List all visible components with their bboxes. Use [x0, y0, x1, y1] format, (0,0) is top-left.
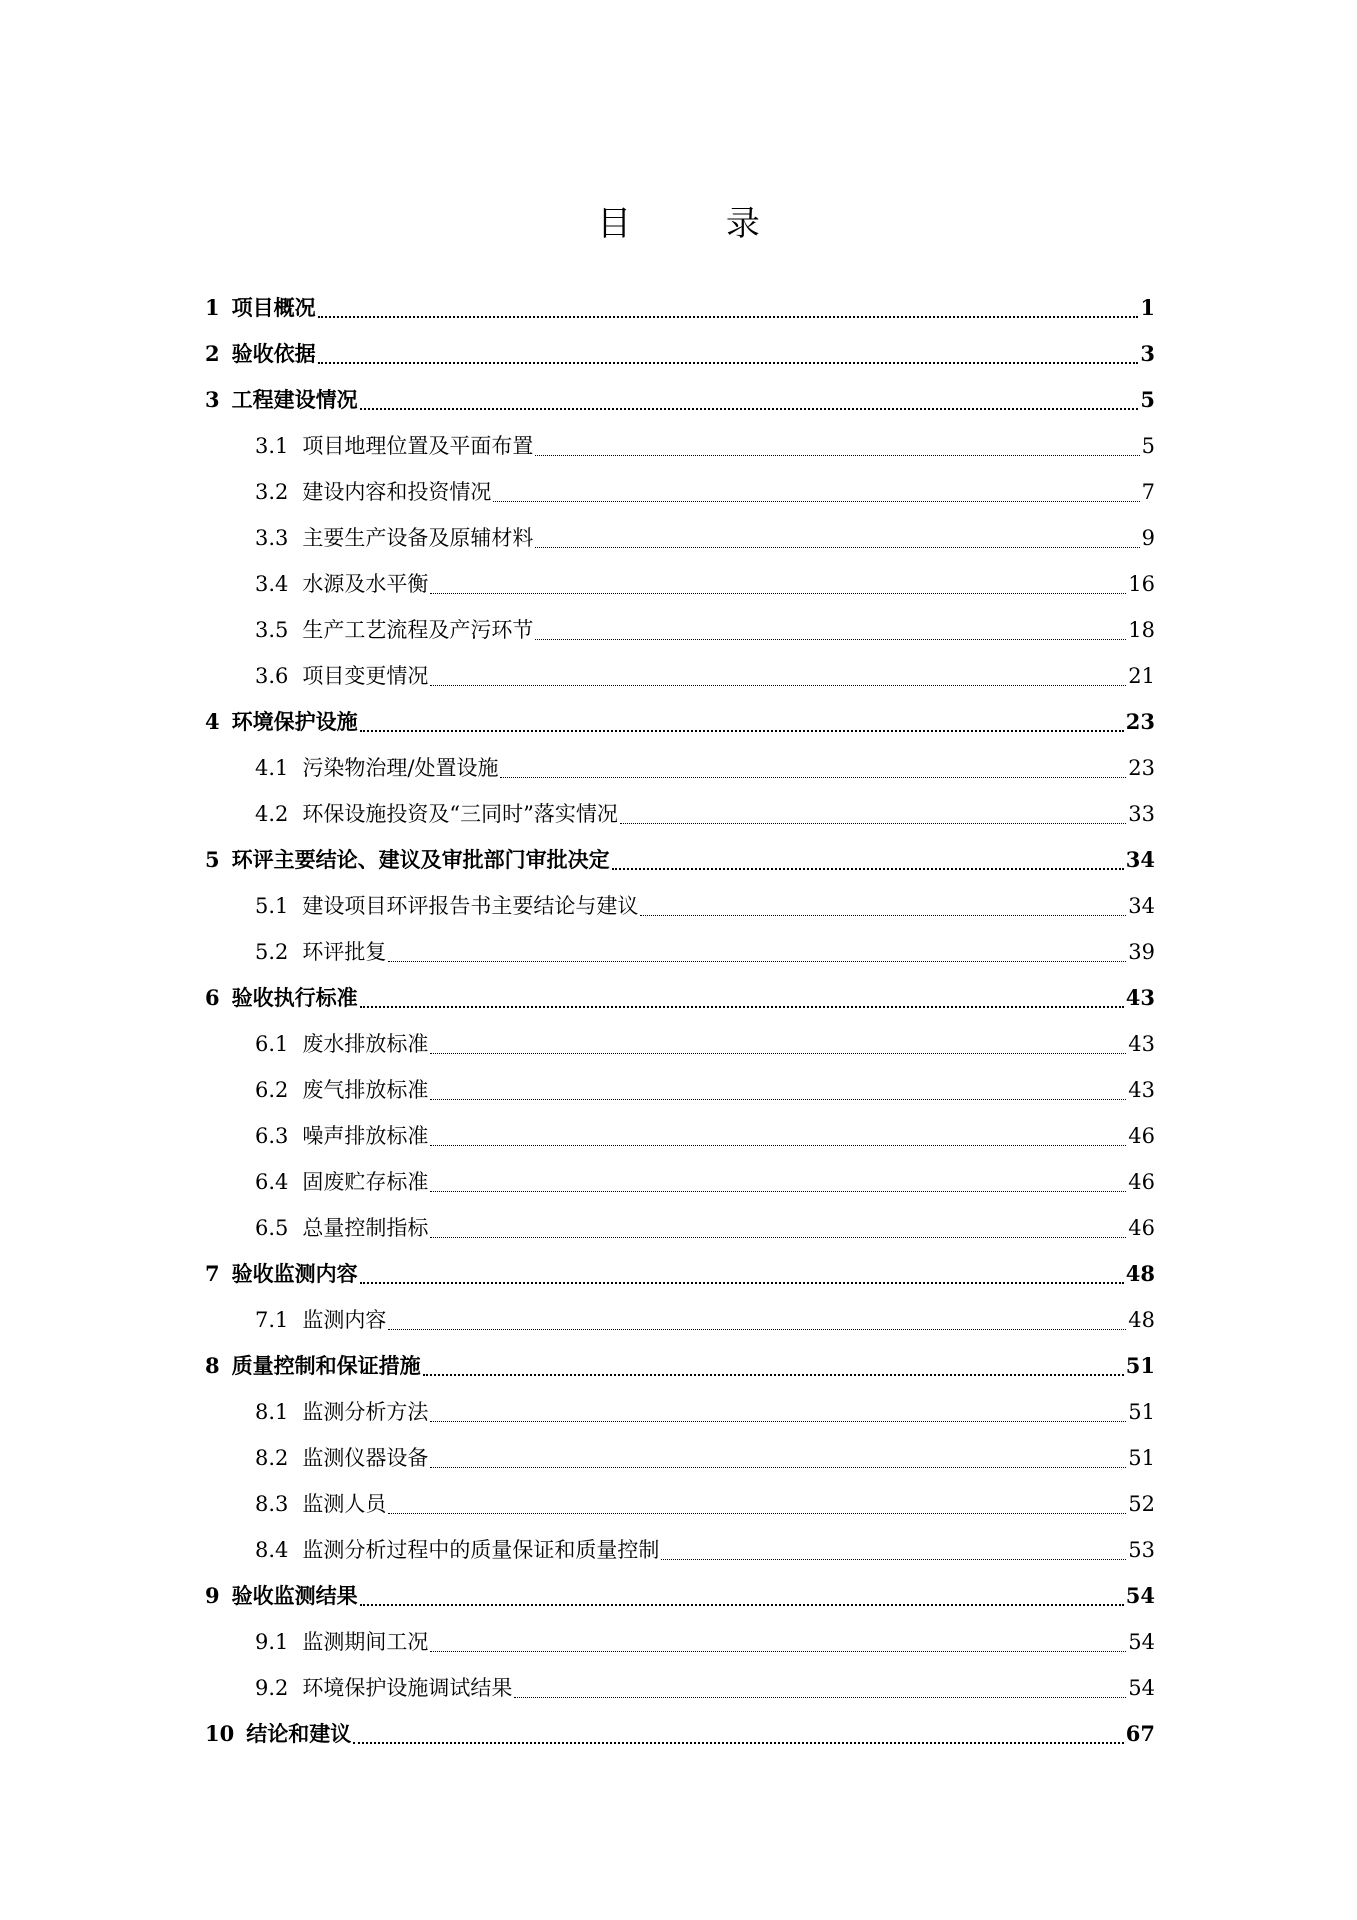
- toc-entry-page-number: 9: [1141, 526, 1155, 550]
- toc-dot-leader: [430, 1237, 1126, 1238]
- toc-chapter-entry[interactable]: [205, 377, 1155, 423]
- toc-entry-page-number: 23: [1128, 756, 1155, 780]
- toc-dot-leader: [514, 1697, 1126, 1698]
- toc-entry-number: 2: [205, 341, 220, 366]
- toc-entry-number: 6.4: [255, 1170, 289, 1194]
- toc-entry-number: 5.1: [255, 894, 289, 918]
- toc-entry-title: 环境保护设施: [231, 709, 358, 734]
- toc-entry-page-number: 46: [1128, 1124, 1155, 1148]
- toc-entry-page-number: 16: [1128, 572, 1155, 596]
- toc-entry-number: 9.1: [255, 1630, 289, 1654]
- toc-entry-title: 验收执行标准: [231, 985, 358, 1010]
- toc-entry-number: 8.3: [255, 1492, 289, 1516]
- toc-entry-title: 环境保护设施调试结果: [302, 1676, 513, 1700]
- toc-dot-leader: [661, 1559, 1126, 1560]
- toc-entry-number: 6: [205, 985, 220, 1010]
- toc-dot-leader: [360, 408, 1139, 410]
- toc-chapter-entry[interactable]: [205, 837, 1155, 883]
- toc-section-entry[interactable]: [205, 607, 1155, 653]
- toc-dot-leader: [430, 593, 1126, 594]
- toc-entry-title: 废水排放标准: [302, 1032, 429, 1056]
- toc-dot-leader: [535, 639, 1126, 640]
- toc-dot-leader: [353, 1742, 1124, 1744]
- toc-entry-number: 3.2: [255, 480, 289, 504]
- toc-section-entry[interactable]: [205, 423, 1155, 469]
- toc-entry-page-number: 46: [1128, 1216, 1155, 1240]
- toc-entry-number: 8.2: [255, 1446, 289, 1470]
- toc-dot-leader: [430, 1467, 1126, 1468]
- toc-entry-number: 9: [205, 1583, 220, 1608]
- toc-entry-number: 3.5: [255, 618, 289, 642]
- toc-entry-number: 6.2: [255, 1078, 289, 1102]
- toc-section-entry[interactable]: [205, 1481, 1155, 1527]
- toc-dot-leader: [360, 1604, 1124, 1606]
- toc-entry-page-number: 67: [1125, 1721, 1155, 1746]
- toc-section-entry[interactable]: [205, 1527, 1155, 1573]
- toc-entry-title: 生产工艺流程及产污环节: [302, 618, 534, 642]
- toc-dot-leader: [388, 961, 1126, 962]
- toc-section-entry[interactable]: [205, 1389, 1155, 1435]
- table-of-contents: [205, 285, 1155, 1757]
- toc-entry-title: 环评主要结论、建议及审批部门审批决定: [231, 847, 610, 872]
- toc-section-entry[interactable]: [205, 929, 1155, 975]
- toc-section-entry[interactable]: [205, 1021, 1155, 1067]
- toc-entry-title: 验收监测结果: [231, 1583, 358, 1608]
- toc-entry-number: 6.3: [255, 1124, 289, 1148]
- toc-entry-page-number: 34: [1128, 894, 1155, 918]
- toc-entry-number: 6.1: [255, 1032, 289, 1056]
- toc-entry-page-number: 21: [1128, 664, 1155, 688]
- toc-entry-number: 10: [205, 1721, 235, 1746]
- toc-dot-leader: [360, 730, 1124, 732]
- toc-entry-number: 8.1: [255, 1400, 289, 1424]
- toc-entry-number: 4: [205, 709, 220, 734]
- toc-entry-page-number: 7: [1141, 480, 1155, 504]
- toc-section-entry[interactable]: [205, 653, 1155, 699]
- toc-dot-leader: [493, 501, 1139, 502]
- toc-entry-number: 7: [205, 1261, 220, 1286]
- toc-chapter-entry[interactable]: [205, 1573, 1155, 1619]
- toc-entry-number: 4.2: [255, 802, 289, 826]
- toc-entry-page-number: 52: [1128, 1492, 1155, 1516]
- toc-chapter-entry[interactable]: [205, 1343, 1155, 1389]
- toc-entry-title: 监测仪器设备: [302, 1446, 429, 1470]
- toc-entry-number: 8.4: [255, 1538, 289, 1562]
- toc-dot-leader: [430, 1053, 1126, 1054]
- toc-entry-title: 水源及水平衡: [302, 572, 429, 596]
- toc-entry-number: 9.2: [255, 1676, 289, 1700]
- toc-chapter-entry[interactable]: [205, 975, 1155, 1021]
- toc-entry-page-number: 43: [1128, 1032, 1155, 1056]
- toc-entry-title: 废气排放标准: [302, 1078, 429, 1102]
- toc-dot-leader: [388, 1329, 1126, 1330]
- toc-dot-leader: [360, 1282, 1124, 1284]
- page-title: 目 录: [597, 204, 802, 244]
- toc-section-entry[interactable]: [205, 1067, 1155, 1113]
- toc-entry-number: 6.5: [255, 1216, 289, 1240]
- toc-dot-leader: [360, 1006, 1124, 1008]
- toc-entry-page-number: 23: [1125, 709, 1155, 734]
- toc-entry-title: 质量控制和保证措施: [231, 1353, 421, 1378]
- toc-entry-title: 环评批复: [302, 940, 387, 964]
- toc-section-entry[interactable]: [205, 1665, 1155, 1711]
- toc-entry-title: 固废贮存标准: [302, 1170, 429, 1194]
- toc-entry-number: 3.4: [255, 572, 289, 596]
- toc-dot-leader: [430, 1145, 1126, 1146]
- toc-entry-title: 项目概况: [231, 295, 316, 320]
- toc-dot-leader: [430, 1099, 1126, 1100]
- toc-entry-page-number: 34: [1125, 847, 1155, 872]
- toc-section-entry[interactable]: [205, 515, 1155, 561]
- toc-dot-leader: [430, 1191, 1126, 1192]
- toc-entry-page-number: 3: [1140, 341, 1155, 366]
- toc-section-entry[interactable]: [205, 745, 1155, 791]
- toc-entry-page-number: 53: [1128, 1538, 1155, 1562]
- toc-dot-leader: [430, 1651, 1126, 1652]
- toc-dot-leader: [535, 455, 1139, 456]
- toc-dot-leader: [423, 1374, 1124, 1376]
- toc-entry-page-number: 39: [1128, 940, 1155, 964]
- toc-entry-page-number: 1: [1140, 295, 1155, 320]
- toc-section-entry[interactable]: [205, 1159, 1155, 1205]
- toc-chapter-entry[interactable]: [205, 1251, 1155, 1297]
- toc-entry-number: 8: [205, 1353, 220, 1378]
- toc-section-entry[interactable]: [205, 1205, 1155, 1251]
- toc-entry-page-number: 46: [1128, 1170, 1155, 1194]
- toc-entry-title: 监测期间工况: [302, 1630, 429, 1654]
- toc-entry-page-number: 48: [1128, 1308, 1155, 1332]
- toc-entry-number: 4.1: [255, 756, 289, 780]
- toc-section-entry[interactable]: [205, 561, 1155, 607]
- toc-entry-number: 5.2: [255, 940, 289, 964]
- toc-entry-page-number: 51: [1128, 1446, 1155, 1470]
- toc-dot-leader: [620, 823, 1126, 824]
- toc-dot-leader: [430, 1421, 1126, 1422]
- toc-entry-title: 验收依据: [231, 341, 316, 366]
- toc-entry-number: 3.3: [255, 526, 289, 550]
- toc-entry-title: 主要生产设备及原辅材料: [302, 526, 534, 550]
- toc-entry-title: 结论和建议: [246, 1721, 352, 1746]
- toc-entry-title: 监测分析过程中的质量保证和质量控制: [302, 1538, 660, 1562]
- toc-entry-page-number: 54: [1128, 1676, 1155, 1700]
- toc-entry-number: 1: [205, 295, 220, 320]
- toc-entry-title: 环保设施投资及“三同时”落实情况: [302, 802, 618, 826]
- toc-section-entry[interactable]: [205, 469, 1155, 515]
- toc-dot-leader: [500, 777, 1126, 778]
- toc-entry-title: 监测分析方法: [302, 1400, 429, 1424]
- toc-entry-title: 建设项目环评报告书主要结论与建议: [302, 894, 639, 918]
- toc-chapter-entry[interactable]: [205, 285, 1155, 331]
- toc-entry-number: 5: [205, 847, 220, 872]
- toc-section-entry[interactable]: [205, 1297, 1155, 1343]
- toc-dot-leader: [318, 316, 1139, 318]
- toc-dot-leader: [612, 868, 1124, 870]
- toc-entry-page-number: 51: [1125, 1353, 1155, 1378]
- toc-entry-page-number: 33: [1128, 802, 1155, 826]
- toc-chapter-entry[interactable]: [205, 331, 1155, 377]
- toc-dot-leader: [388, 1513, 1126, 1514]
- toc-entry-title: 建设内容和投资情况: [302, 480, 492, 504]
- toc-entry-title: 总量控制指标: [302, 1216, 429, 1240]
- toc-entry-title: 验收监测内容: [231, 1261, 358, 1286]
- toc-entry-page-number: 48: [1125, 1261, 1155, 1286]
- toc-entry-title: 污染物治理/处置设施: [302, 756, 499, 780]
- toc-entry-title: 项目地理位置及平面布置: [302, 434, 534, 458]
- toc-entry-number: 7.1: [255, 1308, 289, 1332]
- toc-section-entry[interactable]: [205, 1619, 1155, 1665]
- toc-entry-number: 3: [205, 387, 220, 412]
- toc-entry-title: 工程建设情况: [231, 387, 358, 412]
- toc-section-entry[interactable]: [205, 883, 1155, 929]
- toc-section-entry[interactable]: [205, 1113, 1155, 1159]
- toc-entry-title: 监测人员: [302, 1492, 387, 1516]
- toc-entry-page-number: 51: [1128, 1400, 1155, 1424]
- toc-entry-title: 项目变更情况: [302, 664, 429, 688]
- toc-entry-page-number: 18: [1128, 618, 1155, 642]
- toc-entry-page-number: 54: [1128, 1630, 1155, 1654]
- toc-entry-page-number: 43: [1128, 1078, 1155, 1102]
- toc-entry-title: 噪声排放标准: [302, 1124, 429, 1148]
- toc-entry-title: 监测内容: [302, 1308, 387, 1332]
- toc-dot-leader: [640, 915, 1126, 916]
- toc-chapter-entry[interactable]: [205, 699, 1155, 745]
- toc-entry-page-number: 54: [1125, 1583, 1155, 1608]
- toc-entry-page-number: 5: [1140, 387, 1155, 412]
- toc-entry-number: 3.6: [255, 664, 289, 688]
- toc-dot-leader: [535, 547, 1139, 548]
- toc-dot-leader: [318, 362, 1139, 364]
- toc-entry-number: 3.1: [255, 434, 289, 458]
- toc-section-entry[interactable]: [205, 791, 1155, 837]
- toc-section-entry[interactable]: [205, 1435, 1155, 1481]
- toc-chapter-entry[interactable]: [205, 1711, 1155, 1757]
- toc-entry-page-number: 43: [1125, 985, 1155, 1010]
- toc-dot-leader: [430, 685, 1126, 686]
- toc-entry-page-number: 5: [1141, 434, 1155, 458]
